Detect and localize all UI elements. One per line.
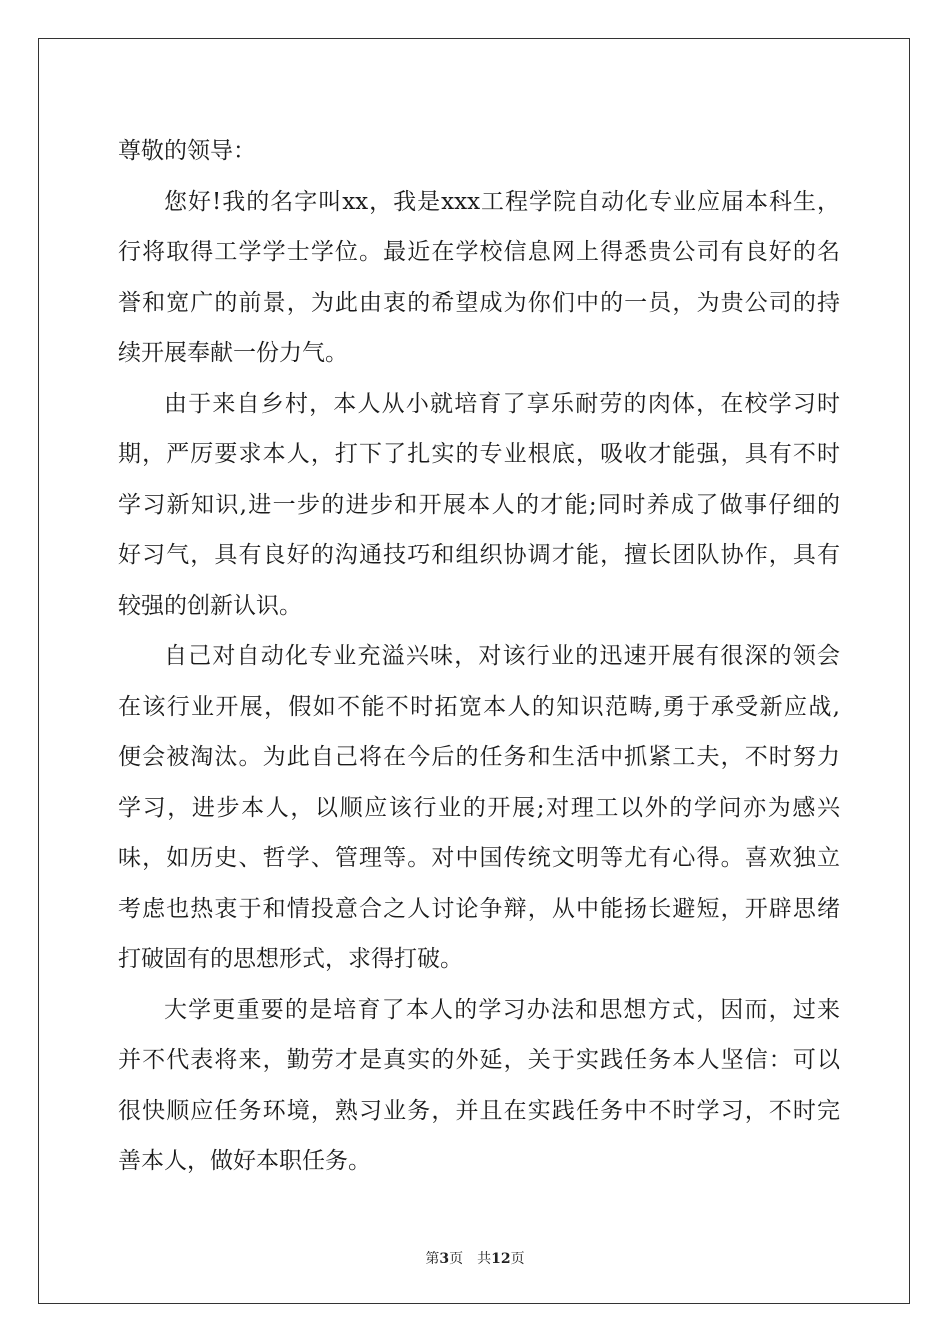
text-line: 并不代表将来，勤劳才是真实的外延，关于实践任务本人坚信：可以 (118, 1047, 840, 1073)
text-line: 由于来自乡村，本人从小就培育了享乐耐劳的肉体，在校学习时 (164, 390, 840, 417)
salutation: 尊敬的领导： (118, 138, 256, 164)
text-line: 大学更重要的是培育了本人的学习办法和思想方式，因而，过来 (164, 996, 840, 1023)
paragraph-1 (118, 177, 840, 379)
current-page-number: 3 (439, 1251, 450, 1267)
text-line: 学习新知识,进一步的进步和开展本人的才能;同时养成了做事仔细的 (118, 491, 840, 518)
paragraph-4 (118, 985, 840, 1187)
footer-prefix: 第 (425, 1251, 440, 1267)
total-pages-number: 12 (491, 1251, 511, 1267)
footer-middle: 页 共 (449, 1251, 492, 1267)
letter-body (118, 126, 840, 1187)
text-line: 味，如历史、哲学、管理等。对中国传统文明等尤有心得。喜欢独立 (118, 845, 840, 871)
page-footer (0, 1248, 950, 1268)
paragraph-2 (118, 379, 840, 632)
text-line: 好习气，具有良好的沟通技巧和组织协调才能，擅长团队协作，具有 (118, 542, 840, 568)
text-line: 便会被淘汰。为此自己将在今后的任务和生活中抓紧工夫，不时努力 (118, 744, 840, 770)
text-line: 在该行业开展，假如不能不时拓宽本人的知识范畴,勇于承受新应战, (118, 693, 840, 720)
text-line: 打破固有的思想形式，求得打破。 (118, 946, 463, 972)
text-line: 很快顺应任务环境，熟习业务，并且在实践任务中不时学习，不时完 (118, 1097, 840, 1124)
text-line: 自己对自动化专业充溢兴味，对该行业的迅速开展有很深的领会 (164, 643, 840, 669)
text-line: 誉和宽广的前景，为此由衷的希望成为你们中的一员，为贵公司的持 (118, 289, 840, 316)
text-line: 善本人，做好本职任务。 (118, 1148, 371, 1174)
text-line: 学习，进步本人，以顺应该行业的开展;对理工以外的学问亦为感兴 (118, 794, 840, 821)
text-line: 行将取得工学学士学位。最近在学校信息网上得悉贵公司有良好的名 (118, 239, 840, 265)
text-line: 考虑也热衷于和情投意合之人讨论争辩，从中能扬长避短，开辟思绪 (118, 895, 840, 922)
text-line: 较强的创新认识。 (118, 592, 302, 619)
text-line: 您好!我的名字叫xx，我是xxx工程学院自动化专业应届本科生， (164, 188, 840, 215)
text-line: 续开展奉献一份力气。 (118, 340, 348, 366)
text-line: 期，严厉要求本人，打下了扎实的专业根底，吸收才能强，具有不时 (118, 441, 840, 467)
paragraph-3 (118, 631, 840, 985)
footer-suffix: 页 (510, 1251, 525, 1267)
